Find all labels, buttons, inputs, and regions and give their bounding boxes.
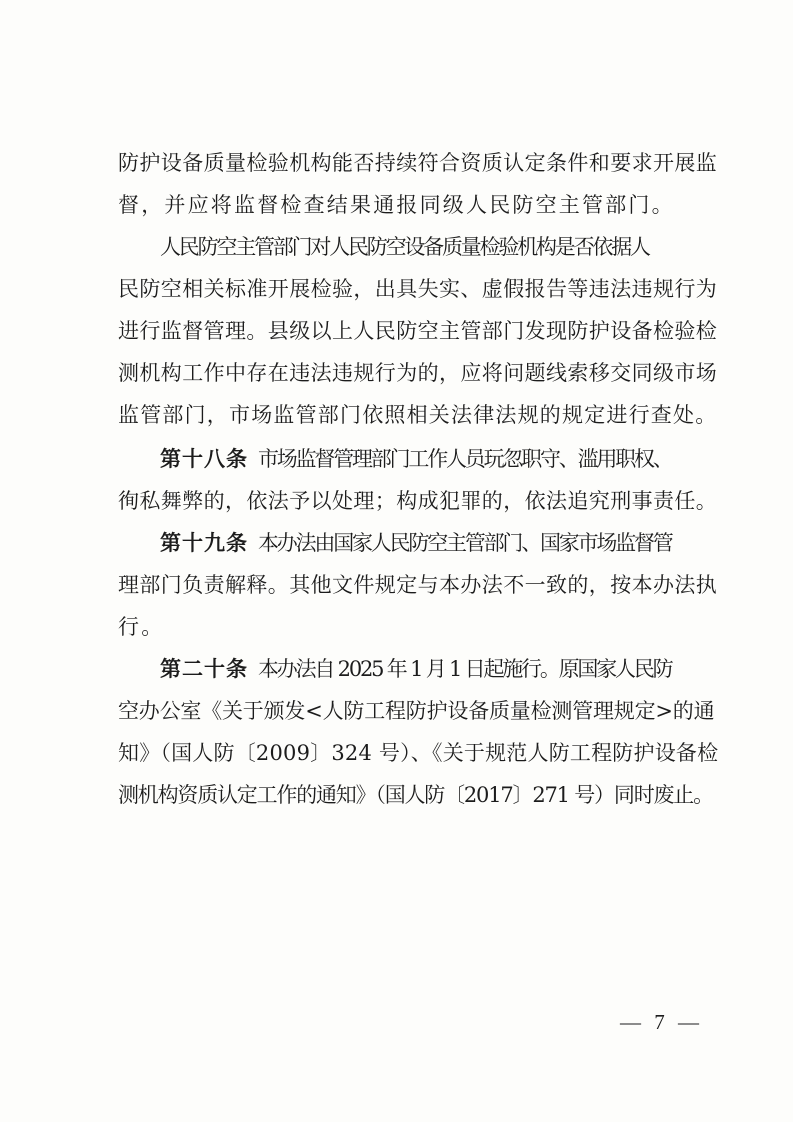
article-20-heading: 第二十条 bbox=[160, 657, 248, 681]
article-20-text: 本办法自 2025 年 1 月 1 日起施行。原国家人民防 bbox=[258, 657, 672, 681]
article-19-text: 本办法由国家人民防空主管部门、国家市场监督管 bbox=[258, 531, 672, 555]
article-19-heading: 第十九条 bbox=[160, 531, 248, 555]
article-18-line-1 bbox=[160, 444, 760, 474]
paragraph-1-line-1: 防护设备质量检验机构能否持续符合资质认定条件和要求开展监 bbox=[118, 151, 718, 175]
page-number: — 7 — bbox=[620, 1010, 703, 1034]
article-19-line-2: 理部门负责解释。其他文件规定与本办法不一致的，按本办法执 bbox=[118, 573, 718, 597]
article-20-line-2: 空办公室《关于颁发<人防工程防护设备质量检测管理规定>的通 bbox=[118, 699, 715, 723]
article-19-line-1 bbox=[160, 528, 760, 558]
article-19-line-3: 行。 bbox=[118, 615, 165, 639]
paragraph-1-line-2: 督，并应将监督检查结果通报同级人民防空主管部门。 bbox=[118, 193, 675, 217]
article-20-line-4: 测机构资质认定工作的通知》（国人防〔2017〕271 号）同时废止。 bbox=[118, 783, 713, 807]
article-18-text: 市场监督管理部门工作人员玩忽职守、滥用职权、 bbox=[258, 447, 672, 471]
article-20-line-1 bbox=[160, 654, 760, 684]
paragraph-2-line-1: 人民防空主管部门对人民防空设备质量检验机构是否依据人 bbox=[160, 235, 649, 259]
article-18-line-2: 徇私舞弊的，依法予以处理；构成犯罪的，依法追究刑事责任。 bbox=[118, 489, 718, 513]
article-18-heading: 第十八条 bbox=[160, 447, 248, 471]
paragraph-2-line-4: 测机构工作中存在违法违规行为的，应将问题线索移交同级市场 bbox=[118, 361, 718, 385]
paragraph-2-line-3: 进行监督管理。县级以上人民防空主管部门发现防护设备检验检 bbox=[118, 319, 718, 343]
article-20-line-3: 知》（国人防〔2009〕324 号）、《关于规范人防工程防护设备检 bbox=[118, 741, 719, 765]
paragraph-2-line-5: 监管部门，市场监管部门依照相关法律法规的规定进行查处。 bbox=[118, 403, 718, 427]
paragraph-2-line-2: 民防空相关标准开展检验，出具失实、虚假报告等违法违规行为 bbox=[118, 277, 718, 301]
